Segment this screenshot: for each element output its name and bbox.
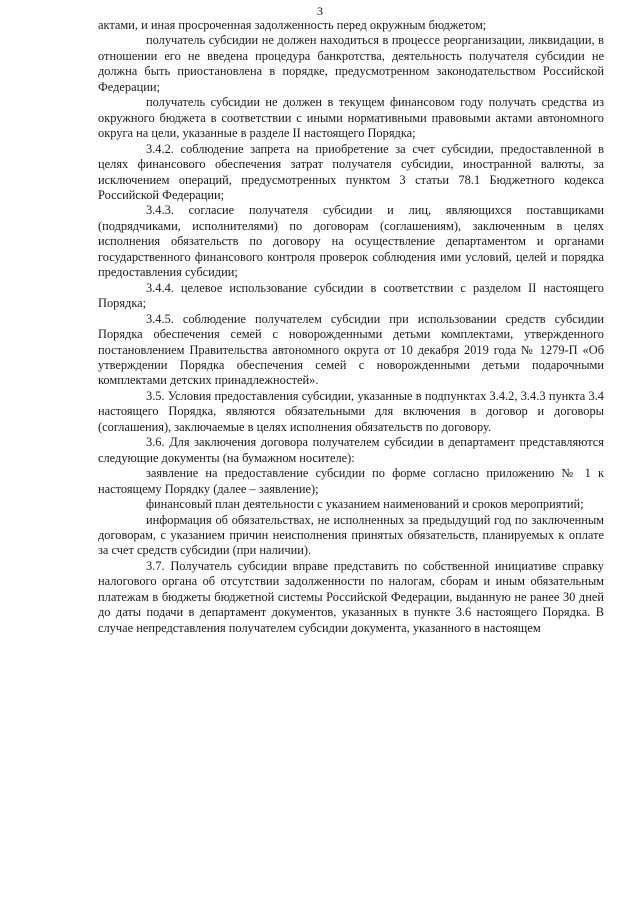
paragraph: заявление на предоставление субсидии по форме согласно приложению № 1 к настоящему Порядку (далее – заявление);	[98, 466, 604, 496]
document-body	[98, 18, 604, 636]
paragraph: 3.4.3. согласие получателя субсидии и лиц, являющихся поставщиками (подрядчиками, исполнителями) по договорам (соглашениям), заключенным в целях исполнения обязательств по договору на осуществление департаментом и органами государственного финансового контроля проверок соблюдения ими условий, целей и порядка предоставления субсидии;	[98, 203, 604, 280]
paragraph: информация об обязательствах, не исполненных за предыдущий год по заключенным договорам, с указанием причин неисполнения принятых обязательств, планируемых к оплате за счет средств субсидии (при наличии).	[98, 512, 604, 558]
paragraph: 3.5. Условия предоставления субсидии, указанные в подпунктах 3.4.2, 3.4.3 пункта 3.4 настоящего Порядка, являются обязательными для включения в договор и договоры (соглашения), заключаемые в целях исполнения обязательств по договору.	[98, 388, 604, 434]
paragraph: 3.4.2. соблюдение запрета на приобретение за счет субсидии, предоставленной в целях финансового обеспечения затрат получателя субсидии, иностранной валюты, за исключением операций, предусмотренных пунктом 3 статьи 78.1 Бюджетного кодекса Российской Федерации;	[98, 141, 604, 202]
paragraph: 3.4.5. соблюдение получателем субсидии при использовании средств субсидии Порядка обеспечения семей с новорожденными детьми комплектами, утвержденного постановлением Правительства автономного округа от 10 декабря 2019 года № 1279-П «Об утверждении Порядка обеспечения семей с новорожденными детьми подарочными комплектами детских принадлежностей».	[98, 311, 604, 388]
paragraph: 3.6. Для заключения договора получателем субсидии в департамент представляются следующие документы (на бумажном носителе):	[98, 435, 604, 465]
paragraph: получатель субсидии не должен находиться в процессе реорганизации, ликвидации, в отношении его не введена процедура банкротства, деятельность получателя субсидии не должна быть приостановлена в порядке, предусмотренном законодательством Российской Федерации;	[98, 33, 604, 94]
paragraph: 3.7. Получатель субсидии вправе представить по собственной инициативе справку налогового органа об отсутствии задолженности по налогам, сборам и иным обязательным платежам в бюджеты бюджетной системы Российской Федерации, выданную не ранее 30 дней до даты подачи в департамент документов, указанных в пункте 3.6 настоящего Порядка. В случае непредставления получателем субсидии документа, указанного в настоящем	[98, 558, 604, 635]
paragraph: финансовый план деятельности с указанием наименований и сроков мероприятий;	[146, 497, 584, 512]
paragraph: 3.4.4. целевое использование субсидии в соответствии с разделом II настоящего Порядка;	[98, 280, 604, 311]
paragraph: актами, и иная просроченная задолженность перед окружным бюджетом;	[98, 18, 487, 32]
paragraph: получатель субсидии не должен в текущем финансовом году получать средства из окружного бюджета в соответствии с иными нормативными правовыми актами автономного округа на цели, указанные в разделе II настоящего Порядка;	[98, 95, 604, 141]
page-number: 3	[317, 4, 323, 18]
